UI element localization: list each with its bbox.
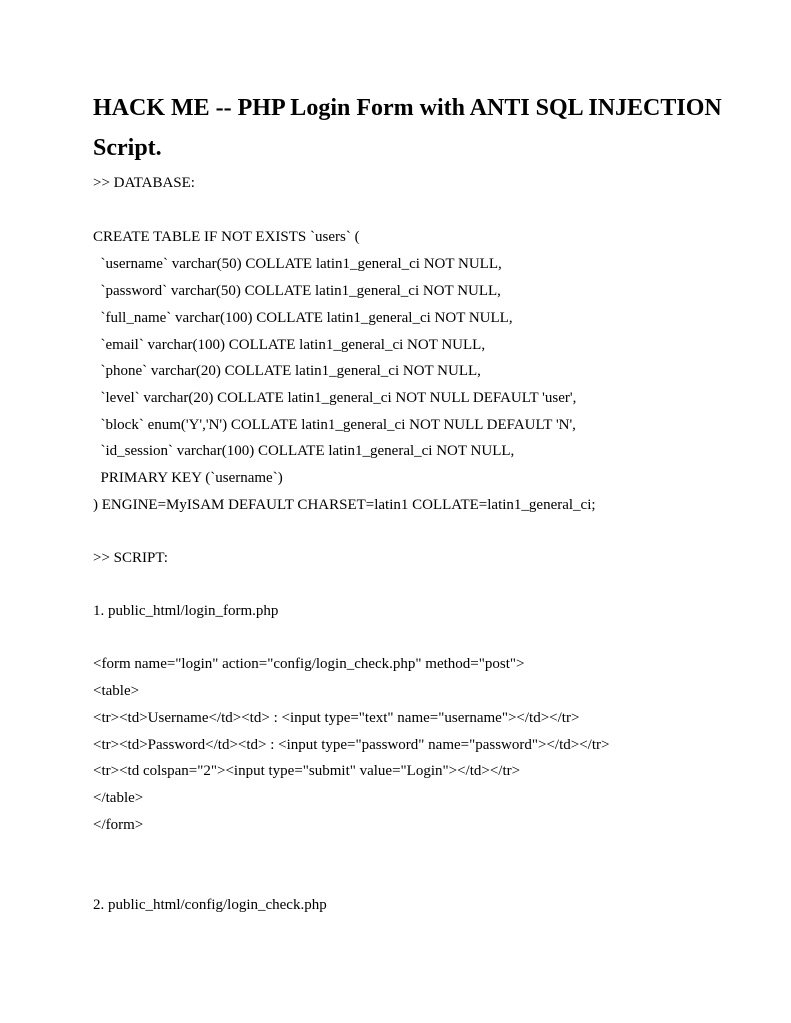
document-title: HACK ME -- PHP Login Form with ANTI SQL INJECTION Script. bbox=[93, 95, 722, 161]
code-line: <tr><td colspan="2"><input type="submit" value="Login"></td></tr> bbox=[93, 763, 521, 779]
sql-line: `password` varchar(50) COLLATE latin1_general_ci NOT NULL, bbox=[93, 283, 501, 299]
code-line: </form> bbox=[93, 817, 144, 833]
file-heading: 2. public_html/config/login_check.php bbox=[93, 897, 327, 913]
sql-line: `full_name` varchar(100) COLLATE latin1_general_ci NOT NULL, bbox=[93, 310, 513, 326]
database-heading: >> DATABASE: bbox=[93, 175, 195, 191]
code-line: <form name="login" action="config/login_check.php" method="post"> bbox=[93, 656, 525, 672]
sql-line: CREATE TABLE IF NOT EXISTS `users` ( bbox=[93, 229, 360, 245]
code-line: <tr><td>Username</td><td> : <input type="text" name="username"></td></tr> bbox=[93, 710, 580, 726]
script-heading: >> SCRIPT: bbox=[93, 550, 168, 566]
sql-line: PRIMARY KEY (`username`) bbox=[93, 470, 283, 486]
sql-line: `block` enum('Y','N') COLLATE latin1_general_ci NOT NULL DEFAULT 'N', bbox=[93, 417, 576, 433]
sql-line: `email` varchar(100) COLLATE latin1_general_ci NOT NULL, bbox=[93, 337, 486, 353]
code-line: </table> bbox=[93, 790, 144, 806]
sql-line: `phone` varchar(20) COLLATE latin1_general_ci NOT NULL, bbox=[93, 363, 481, 379]
code-line: <table> bbox=[93, 683, 140, 699]
sql-line: ) ENGINE=MyISAM DEFAULT CHARSET=latin1 COLLATE=latin1_general_ci; bbox=[93, 497, 596, 513]
code-line: <tr><td>Password</td><td> : <input type="password" name="password"></td></tr> bbox=[93, 737, 610, 753]
sql-line: `id_session` varchar(100) COLLATE latin1_general_ci NOT NULL, bbox=[93, 443, 515, 459]
file-heading: 1. public_html/login_form.php bbox=[93, 603, 279, 619]
sql-line: `level` varchar(20) COLLATE latin1_general_ci NOT NULL DEFAULT 'user', bbox=[93, 390, 577, 406]
sql-line: `username` varchar(50) COLLATE latin1_general_ci NOT NULL, bbox=[93, 256, 502, 272]
